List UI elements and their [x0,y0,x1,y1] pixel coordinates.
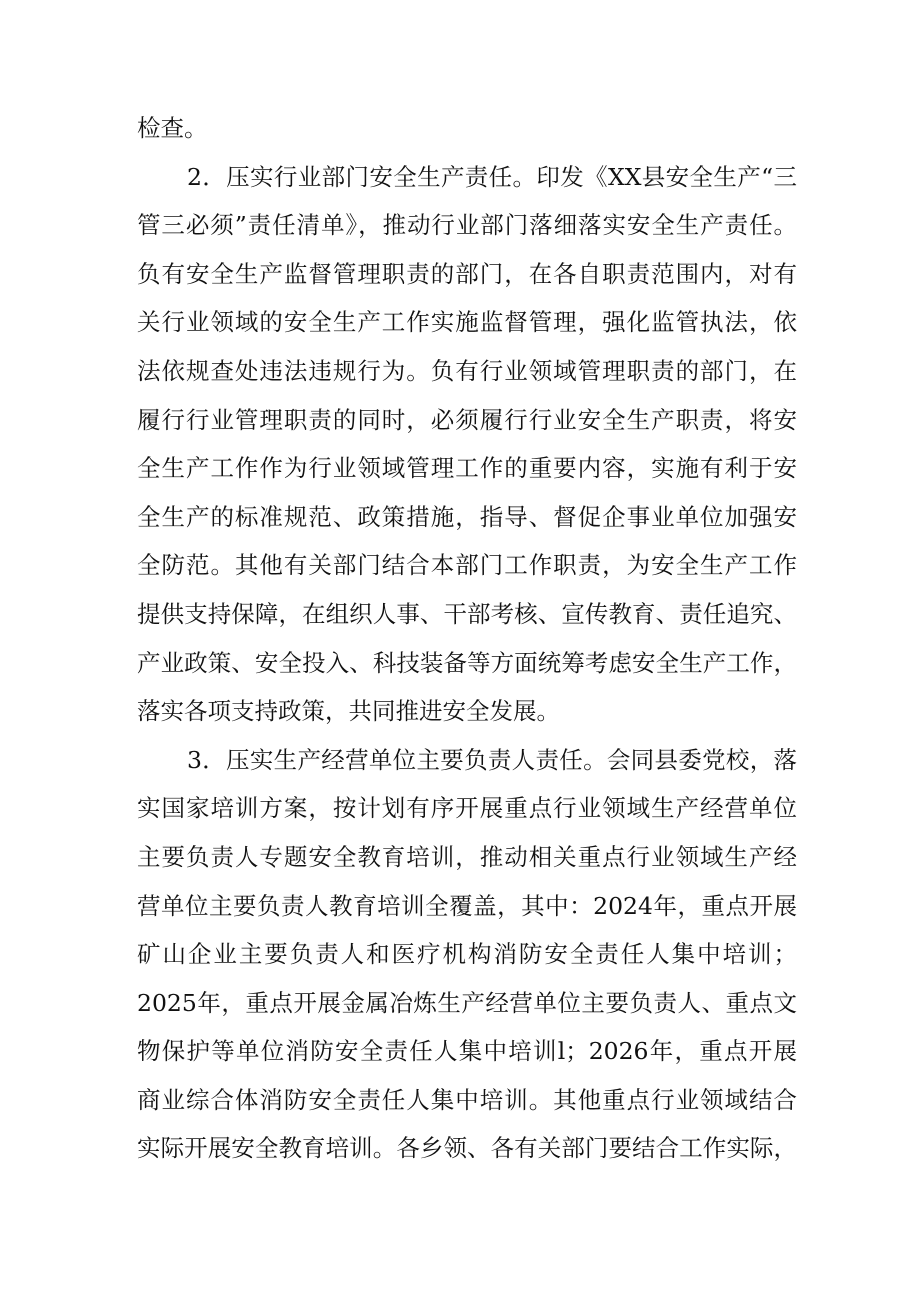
paragraph-line: 关行业领域的安全生产工作实施监督管理，强化监管执法，依 [137,308,797,337]
paragraph-line: 实国家培训方案，按计划有序开展重点行业领域生产经营单位 [137,794,797,823]
paragraph-line: 2．压实行业部门安全生产责任。印发《XX县安全生产“三 [187,162,797,191]
document-body [137,104,797,1173]
paragraph-line: 矿山企业主要负责人和医疗机构消防安全责任人集中培训； [137,940,797,969]
paragraph-line: 提供支持保障，在组织人事、干部考核、宣传教育、责任追究、 [137,599,797,628]
paragraph-line: 产业政策、安全投入、科技装备等方面统筹考虑安全生产工作， [137,648,797,677]
paragraph-line: 营单位主要负责人教育培训全覆盖，其中：2024年，重点开展 [137,891,797,920]
paragraph-line: 履行行业管理职责的同时，必须履行行业安全生产职责，将安 [137,405,797,434]
paragraph-line: 全防范。其他有关部门结合本部门工作职责，为安全生产工作 [137,551,797,580]
paragraph-line: 管三必须”责任清单》，推动行业部门落细落实安全生产责任。 [137,211,797,240]
paragraph-line: 落实各项支持政策，共同推进安全发展。 [137,697,560,726]
paragraph-line: 主要负责人专题安全教育培训，推动相关重点行业领域生产经 [137,842,797,871]
paragraph-line: 负有安全生产监督管理职责的部门，在各自职责范围内，对有 [137,259,797,288]
paragraph-line: 实际开展安全教育培训。各乡领、各有关部门要结合工作实际， [137,1134,797,1163]
paragraph-line: 法依规查处违法违规行为。负有行业领域管理职责的部门，在 [137,356,797,385]
paragraph-line: 商业综合体消防安全责任人集中培训。其他重点行业领域结合 [137,1085,797,1114]
paragraph-line: 检查。 [137,114,208,142]
paragraph-line: 物保护等单位消防安全责任人集中培训l；2026年，重点开展 [137,1037,797,1066]
paragraph-line: 3．压实生产经营单位主要负责人责任。会同县委党校，落 [187,745,797,774]
paragraph-line: 2025年，重点开展金属冶炼生产经营单位主要负责人、重点文 [137,988,797,1017]
paragraph-line: 全生产的标准规范、政策措施，指导、督促企事业单位加强安 [137,502,797,531]
paragraph-line: 全生产工作作为行业领域管理工作的重要内容，实施有利于安 [137,454,797,483]
